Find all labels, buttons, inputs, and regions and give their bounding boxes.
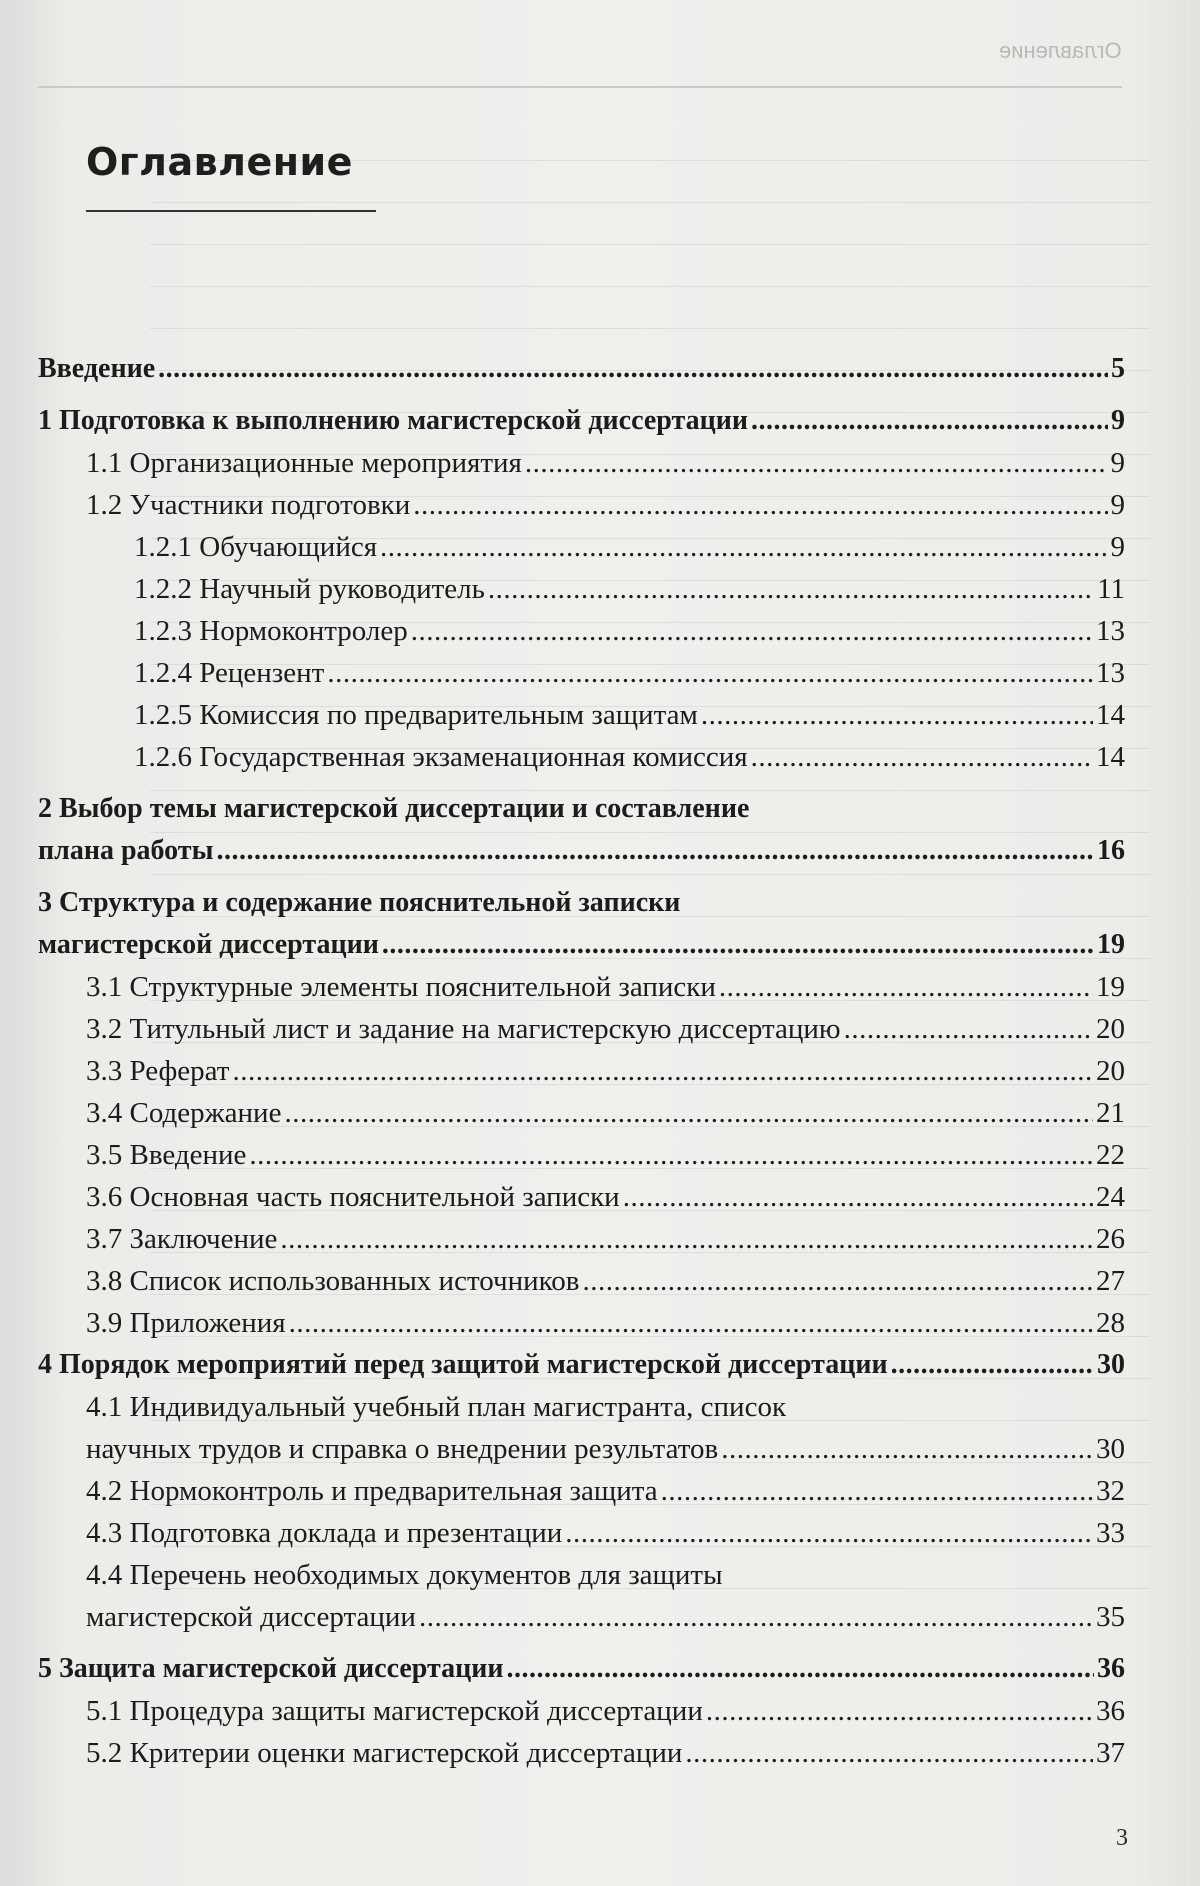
toc-entry-title: магистерской диссертации xyxy=(38,929,379,960)
toc-entry-title: научных трудов и справка о внедрении результатов xyxy=(86,1433,719,1465)
dot-leader xyxy=(891,1344,1094,1386)
toc-entry-section-4 xyxy=(38,1344,1125,1386)
toc-entry-section-5 xyxy=(38,1648,1125,1690)
table-of-contents xyxy=(38,348,1125,1774)
toc-entry-5-2 xyxy=(38,1732,1125,1774)
toc-entry-title: 1.1 Организационные мероприятия xyxy=(86,447,522,479)
toc-entry-title: 3.6 Основная часть пояснительной записки xyxy=(86,1181,620,1213)
dot-leader xyxy=(685,1732,1093,1774)
toc-entry-section-2-line1: 2 Выбор темы магистерской диссертации и составление xyxy=(38,793,750,824)
toc-entry-section-2 xyxy=(38,830,1125,872)
toc-entry-title: 1.2 Участники подготовки xyxy=(86,489,411,521)
dot-leader xyxy=(327,652,1093,694)
toc-entry-title: 4.3 Подготовка доклада и презентации xyxy=(86,1517,563,1549)
toc-entry-title: 1.2.1 Обучающийся xyxy=(134,531,378,563)
toc-entry-title: Введение xyxy=(38,353,156,384)
toc-entry-page: 5 xyxy=(1111,353,1125,384)
toc-entry-title: 3.4 Содержание xyxy=(86,1097,282,1129)
toc-entry-page: 20 xyxy=(1096,1055,1125,1087)
toc-entry-page: 14 xyxy=(1096,741,1125,773)
toc-entry-4-1 xyxy=(38,1428,1125,1470)
toc-entry-title: 1.2.2 Научный руководитель xyxy=(134,573,485,605)
toc-entry-3-7 xyxy=(38,1218,1125,1260)
dot-leader xyxy=(289,1302,1093,1344)
toc-entry-title: 3.2 Титульный лист и задание на магистерскую диссертацию xyxy=(86,1013,841,1045)
running-head: Оглавление xyxy=(999,38,1122,63)
toc-entry-4-3 xyxy=(38,1512,1125,1554)
toc-entry-4-4-line1: 4.4 Перечень необходимых документов для защиты xyxy=(86,1559,723,1591)
toc-entry-page: 9 xyxy=(1110,531,1125,563)
dot-leader xyxy=(158,348,1108,390)
toc-entry-page: 14 xyxy=(1096,699,1125,731)
toc-entry-page: 24 xyxy=(1096,1181,1125,1213)
toc-entry-title: 1.2.5 Комиссия по предварительным защитам xyxy=(134,699,698,731)
toc-entry-page: 9 xyxy=(1111,405,1125,436)
toc-entry-page: 30 xyxy=(1096,1433,1125,1465)
toc-entry-page: 22 xyxy=(1096,1139,1125,1171)
dot-leader xyxy=(844,1008,1093,1050)
header-rule xyxy=(38,86,1122,88)
toc-entry-3-6 xyxy=(38,1176,1125,1218)
toc-entry-section-3-line1: 3 Структура и содержание пояснительной записки xyxy=(38,887,681,918)
dot-leader xyxy=(249,1134,1093,1176)
toc-entry-page: 20 xyxy=(1096,1013,1125,1045)
toc-entry-page: 35 xyxy=(1096,1601,1125,1633)
dot-leader xyxy=(721,1428,1093,1470)
toc-entry-3-5 xyxy=(38,1134,1125,1176)
toc-entry-title: 3.1 Структурные элементы пояснительной записки xyxy=(86,971,716,1003)
page-number: 3 xyxy=(1116,1825,1128,1851)
toc-entry-page: 30 xyxy=(1097,1349,1125,1380)
toc-entry-4-4 xyxy=(38,1596,1125,1638)
dot-leader xyxy=(565,1512,1093,1554)
dot-leader xyxy=(582,1260,1093,1302)
dot-leader xyxy=(525,442,1108,484)
toc-entry-title: 5.1 Процедура защиты магистерской диссертации xyxy=(86,1695,703,1727)
toc-entry-1-2-5 xyxy=(38,694,1125,736)
toc-entry-page: 28 xyxy=(1096,1307,1125,1339)
toc-entry-title: плана работы xyxy=(38,835,214,866)
toc-entry-3-1 xyxy=(38,966,1125,1008)
toc-entry-title: 3.5 Введение xyxy=(86,1139,247,1171)
dot-leader xyxy=(411,610,1093,652)
toc-entry-page: 9 xyxy=(1110,489,1125,521)
toc-entry-3-2 xyxy=(38,1008,1125,1050)
toc-entry-3-9 xyxy=(38,1302,1125,1344)
dot-leader xyxy=(661,1470,1093,1512)
toc-entry-page: 21 xyxy=(1096,1097,1125,1129)
toc-entry-title: 3.3 Реферат xyxy=(86,1055,230,1087)
dot-leader xyxy=(380,526,1107,568)
dot-leader xyxy=(751,400,1108,442)
dot-leader xyxy=(706,1690,1093,1732)
dot-leader xyxy=(719,966,1093,1008)
toc-entry-4-1-line1: 4.1 Индивидуальный учебный план магистранта, список xyxy=(86,1391,787,1423)
toc-entry-page: 37 xyxy=(1096,1737,1125,1769)
dot-leader xyxy=(232,1050,1093,1092)
dot-leader xyxy=(216,830,1094,872)
toc-entry-title: 3.9 Приложения xyxy=(86,1307,286,1339)
toc-entry-1-2 xyxy=(38,484,1125,526)
toc-entry-title: 1.2.4 Рецензент xyxy=(134,657,325,689)
toc-entry-title: 5.2 Критерии оценки магистерской диссертации xyxy=(86,1737,683,1769)
dot-leader xyxy=(419,1596,1093,1638)
toc-entry-3-4 xyxy=(38,1092,1125,1134)
toc-entry-1-2-4 xyxy=(38,652,1125,694)
dot-leader xyxy=(507,1648,1095,1690)
toc-entry-page: 36 xyxy=(1097,1653,1125,1684)
toc-entry-page: 26 xyxy=(1096,1223,1125,1255)
toc-entry-introduction xyxy=(38,348,1125,390)
dot-leader xyxy=(413,484,1107,526)
toc-entry-1-2-2 xyxy=(38,568,1125,610)
toc-entry-page: 11 xyxy=(1097,573,1125,605)
toc-entry-section-3 xyxy=(38,924,1125,966)
toc-entry-title: 4.2 Нормоконтроль и предварительная защита xyxy=(86,1475,658,1507)
toc-entry-title: 3.8 Список использованных источников xyxy=(86,1265,580,1297)
toc-entry-page: 27 xyxy=(1096,1265,1125,1297)
toc-entry-title: 1.2.3 Нормоконтролер xyxy=(134,615,408,647)
toc-entry-page: 19 xyxy=(1096,971,1125,1003)
toc-entry-1-2-1 xyxy=(38,526,1125,568)
toc-entry-page: 13 xyxy=(1096,615,1125,647)
toc-entry-1-1 xyxy=(38,442,1125,484)
toc-entry-title: 4 Порядок мероприятий перед защитой магистерской диссертации xyxy=(38,1349,888,1380)
toc-entry-4-2 xyxy=(38,1470,1125,1512)
toc-entry-title: 3.7 Заключение xyxy=(86,1223,278,1255)
dot-leader xyxy=(382,924,1094,966)
toc-entry-3-3 xyxy=(38,1050,1125,1092)
dot-leader xyxy=(623,1176,1093,1218)
toc-entry-title: магистерской диссертации xyxy=(86,1601,416,1633)
toc-entry-page: 33 xyxy=(1096,1517,1125,1549)
toc-entry-title: 1.2.6 Государственная экзаменационная комиссия xyxy=(134,741,748,773)
toc-entry-page: 32 xyxy=(1096,1475,1125,1507)
toc-entry-5-1 xyxy=(38,1690,1125,1732)
toc-entry-3-8 xyxy=(38,1260,1125,1302)
dot-leader xyxy=(751,736,1093,778)
dot-leader xyxy=(280,1218,1093,1260)
toc-entry-title: 5 Защита магистерской диссертации xyxy=(38,1653,504,1684)
toc-entry-1-2-3 xyxy=(38,610,1125,652)
toc-entry-page: 36 xyxy=(1096,1695,1125,1727)
dot-leader xyxy=(701,694,1093,736)
toc-entry-page: 19 xyxy=(1097,929,1125,960)
title-underline xyxy=(86,210,376,212)
page-title: Оглавление xyxy=(86,140,353,184)
toc-entry-section-1 xyxy=(38,400,1125,442)
toc-entry-page: 13 xyxy=(1096,657,1125,689)
dot-leader xyxy=(284,1092,1093,1134)
toc-entry-1-2-6 xyxy=(38,736,1125,778)
toc-entry-page: 16 xyxy=(1097,835,1125,866)
toc-entry-page: 9 xyxy=(1110,447,1125,479)
dot-leader xyxy=(488,568,1094,610)
toc-entry-title: 1 Подготовка к выполнению магистерской диссертации xyxy=(38,405,748,436)
